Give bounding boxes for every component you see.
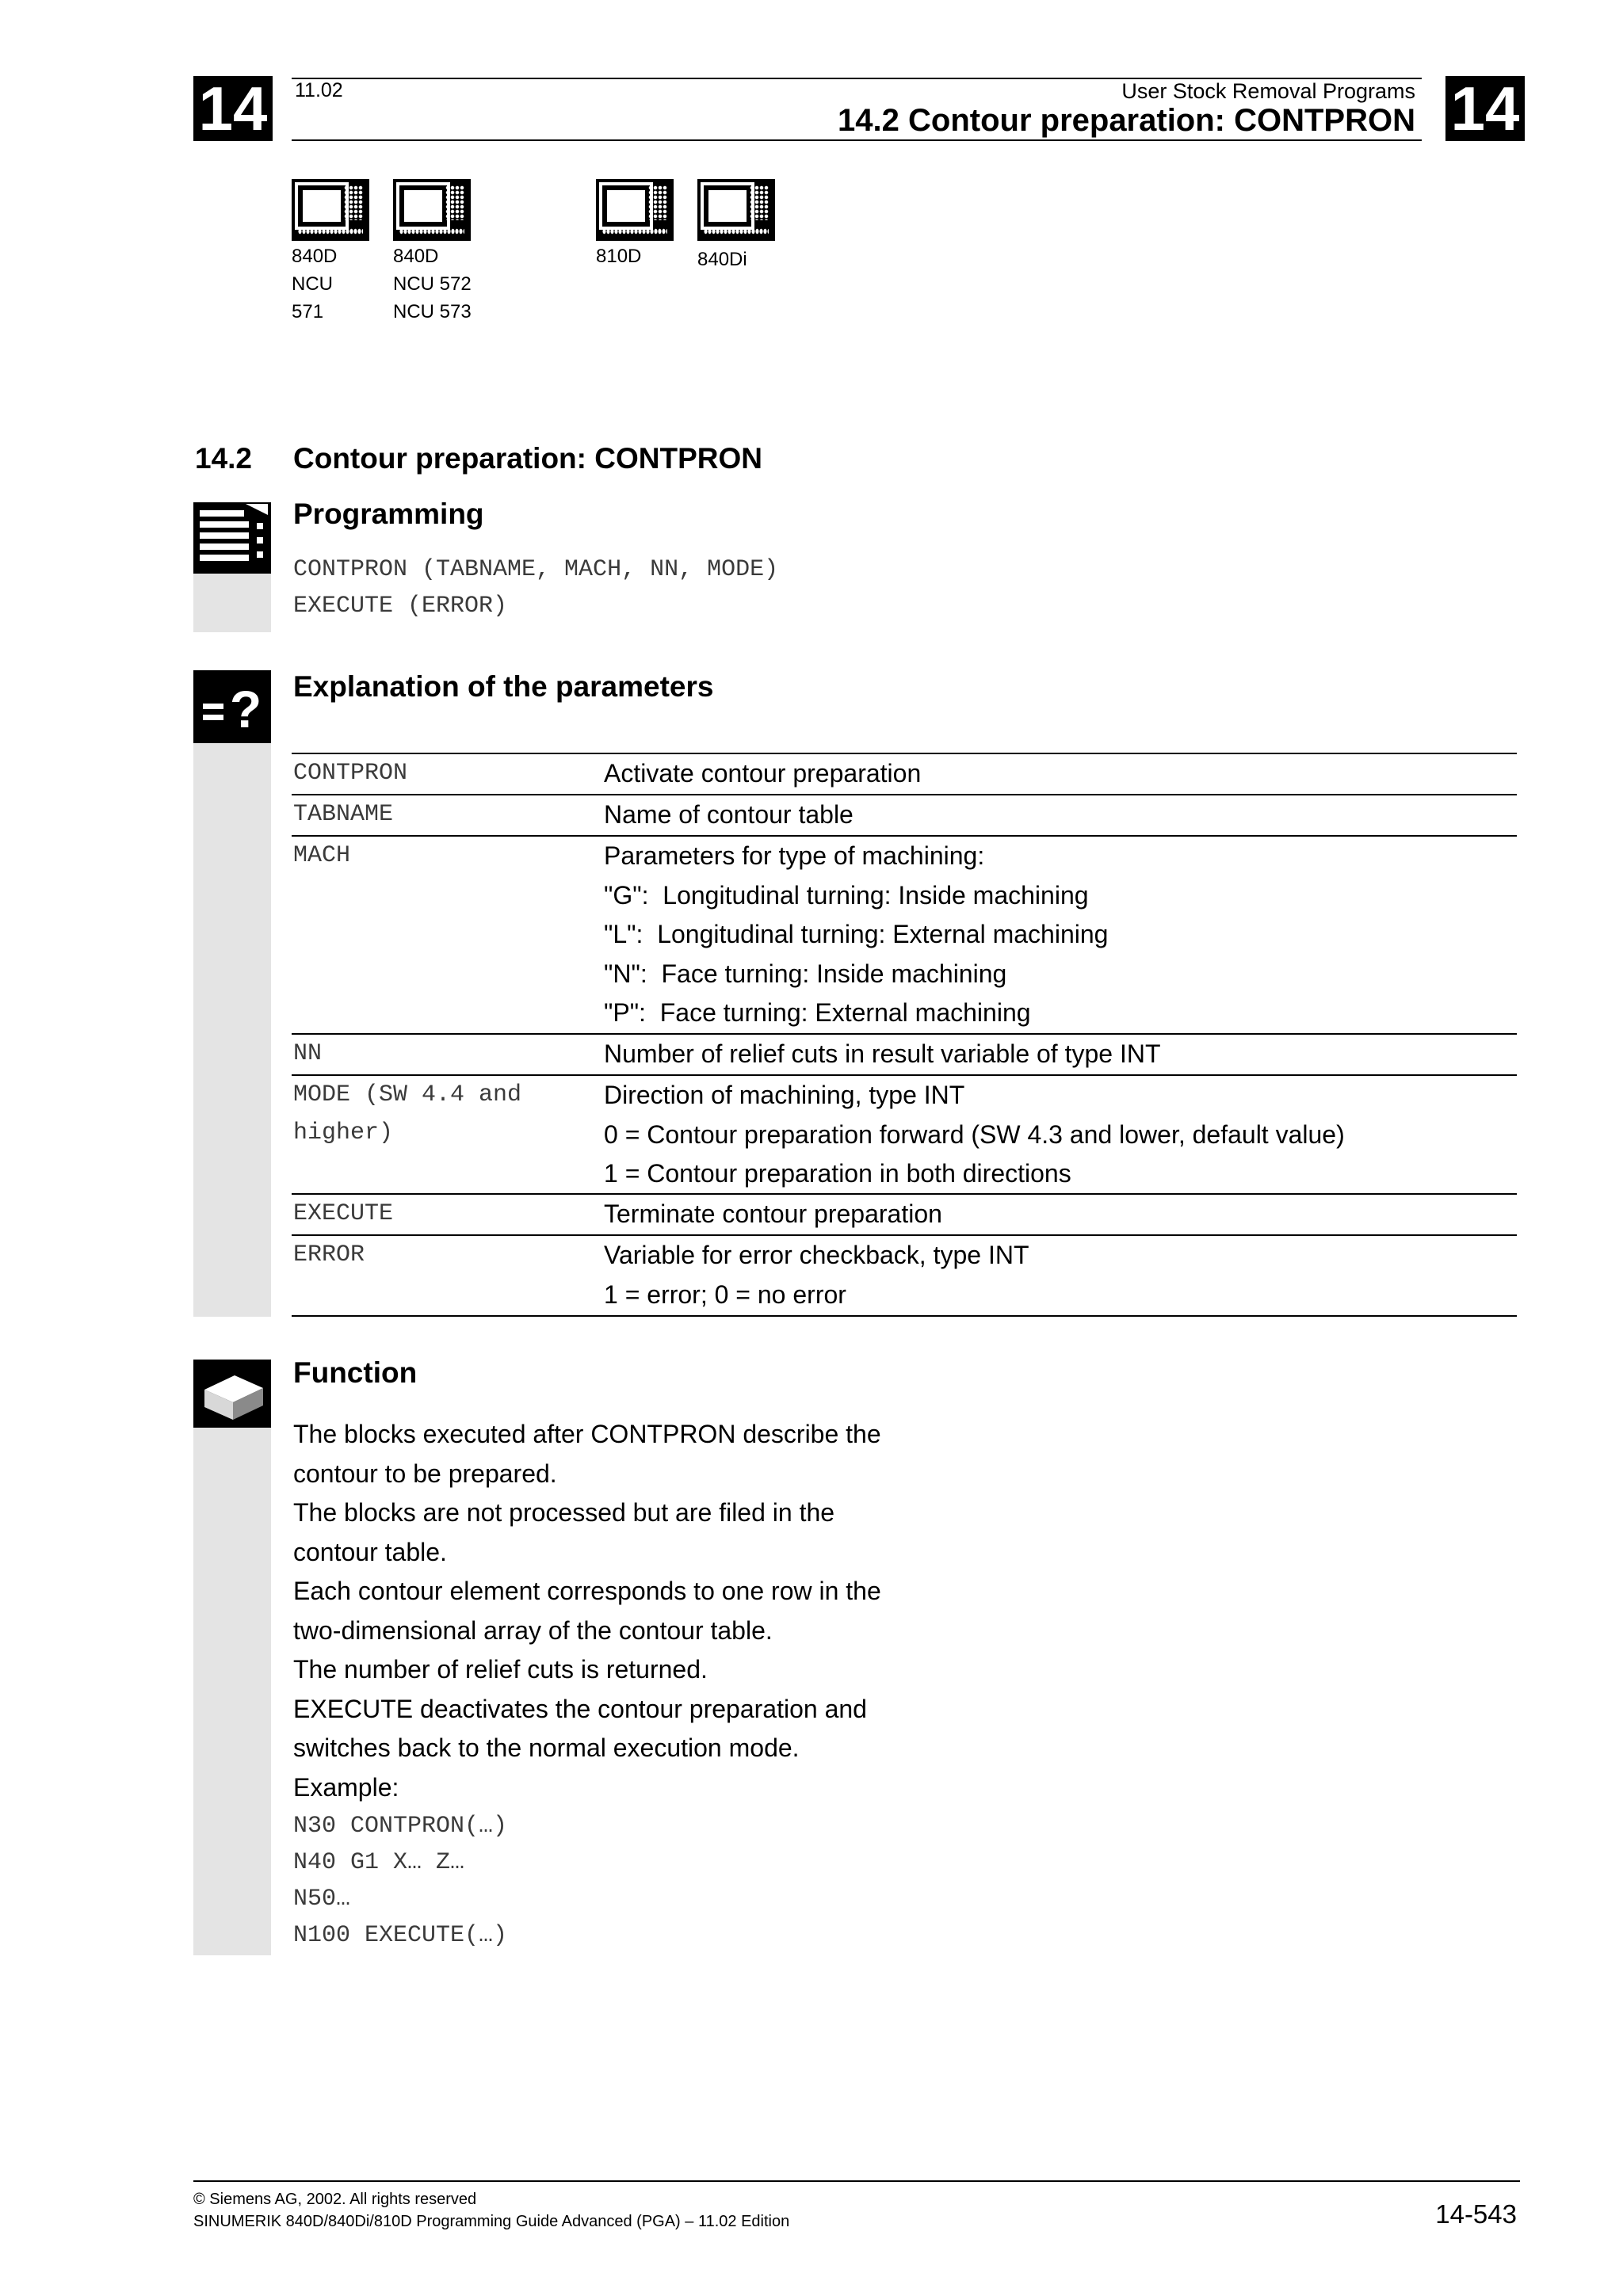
param-name: MACH bbox=[293, 842, 351, 869]
section-title: Contour preparation: CONTPRON bbox=[293, 442, 762, 475]
param-desc-line: "G": Longitudinal turning: Inside machining bbox=[604, 880, 1089, 910]
control-variant-1 bbox=[393, 179, 472, 322]
footer-text bbox=[193, 2188, 789, 2233]
text-line: The number of relief cuts is returned. bbox=[293, 1655, 708, 1684]
svg-text:?: ? bbox=[229, 680, 262, 738]
function-sidebar bbox=[193, 1360, 271, 1955]
param-desc-line: 1 = error; 0 = no error bbox=[604, 1280, 846, 1309]
table-row bbox=[292, 1234, 1517, 1317]
header-page-title: 14.2 Contour preparation: CONTPRON bbox=[838, 103, 1415, 138]
control-label-line: 840Di bbox=[697, 249, 747, 270]
table-row bbox=[292, 1193, 1517, 1234]
programming-heading: Programming bbox=[293, 498, 484, 530]
footer-page-number: 14-543 bbox=[1435, 2199, 1517, 2229]
header-bottom-rule bbox=[292, 139, 1422, 141]
param-desc-line: "N": Face turning: Inside machining bbox=[604, 959, 1007, 988]
text-line: contour to be prepared. bbox=[293, 1459, 557, 1488]
function-example-code bbox=[293, 1808, 507, 1954]
param-name: EXECUTE bbox=[293, 1200, 394, 1227]
param-desc-line: Variable for error checkback, type INT bbox=[604, 1241, 1029, 1269]
control-label-line: NCU 571 bbox=[292, 273, 333, 322]
param-name: ERROR bbox=[293, 1241, 365, 1268]
control-panel-icon bbox=[292, 179, 369, 241]
code-line: CONTPRON (TABNAME, MACH, NN, MODE) bbox=[293, 556, 779, 583]
control-label-line: NCU 573 bbox=[393, 301, 472, 322]
function-text bbox=[293, 1415, 881, 1807]
programming-code bbox=[293, 551, 778, 624]
text-line: EXECUTE deactivates the contour preparation and bbox=[293, 1694, 867, 1723]
chapter-number-left: 14 bbox=[193, 76, 273, 141]
programming-list-icon bbox=[193, 502, 271, 574]
code-line: N30 CONTPRON(…) bbox=[293, 1813, 508, 1840]
cube-function-icon bbox=[193, 1360, 271, 1428]
param-desc-line: "P": Face turning: External machining bbox=[604, 998, 1031, 1027]
param-desc-line: "L": Longitudinal turning: External machining bbox=[604, 920, 1109, 948]
text-line: Each contour element corresponds to one row in the bbox=[293, 1577, 881, 1605]
table-row bbox=[292, 794, 1517, 835]
control-label-line: 840D bbox=[292, 246, 338, 267]
code-line: EXECUTE (ERROR) bbox=[293, 593, 508, 620]
explanation-sidebar bbox=[193, 670, 271, 1317]
footer-manual-title: SINUMERIK 840D/840Di/810D Programming Guide Advanced (PGA) – 11.02 Edition bbox=[193, 2213, 790, 2230]
text-line: The blocks are not processed but are filed in the bbox=[293, 1498, 835, 1527]
footer-copyright: © Siemens AG, 2002. All rights reserved bbox=[193, 2191, 477, 2208]
control-label-line: 840D bbox=[393, 246, 439, 267]
question-parameter-icon bbox=[193, 670, 271, 743]
param-desc-line: Number of relief cuts in result variable of type INT bbox=[604, 1039, 1161, 1068]
code-line: N40 G1 X… Z… bbox=[293, 1849, 465, 1876]
control-variant-3 bbox=[697, 179, 775, 270]
text-line: contour table. bbox=[293, 1537, 447, 1566]
control-panel-icon bbox=[596, 179, 674, 241]
param-desc-line: Terminate contour preparation bbox=[604, 1199, 942, 1228]
param-name: NN bbox=[293, 1040, 323, 1067]
control-label-line: 810D bbox=[596, 246, 642, 267]
header-date: 11.02 bbox=[295, 79, 343, 101]
control-variant-0 bbox=[292, 179, 369, 322]
text-line: Example: bbox=[293, 1772, 399, 1802]
table-row bbox=[292, 753, 1517, 794]
table-row bbox=[292, 1074, 1517, 1195]
param-desc-line: Name of contour table bbox=[604, 800, 854, 829]
text-line: switches back to the normal execution mode. bbox=[293, 1733, 800, 1762]
param-desc-line: 1 = Contour preparation in both directions bbox=[604, 1159, 1071, 1188]
text-line: The blocks executed after CONTPRON describe the bbox=[293, 1420, 881, 1448]
section-number: 14.2 bbox=[195, 442, 253, 475]
code-line: N100 EXECUTE(…) bbox=[293, 1922, 508, 1949]
param-name: TABNAME bbox=[293, 801, 394, 828]
param-desc-line: 0 = Contour preparation forward (SW 4.3 and lower, default value) bbox=[604, 1119, 1345, 1149]
param-desc-line: Parameters for type of machining: bbox=[604, 841, 985, 870]
control-label-line: NCU 572 bbox=[393, 273, 472, 295]
function-heading: Function bbox=[293, 1356, 418, 1389]
footer-rule bbox=[193, 2180, 1520, 2182]
param-desc-line: Direction of machining, type INT bbox=[604, 1081, 965, 1109]
table-row bbox=[292, 835, 1517, 1035]
control-panel-icon bbox=[393, 179, 471, 241]
control-panel-icon bbox=[697, 179, 775, 241]
text-line: two-dimensional array of the contour table. bbox=[293, 1615, 773, 1645]
table-row bbox=[292, 1033, 1517, 1074]
control-variant-2 bbox=[596, 179, 674, 267]
chapter-number-right: 14 bbox=[1445, 76, 1525, 141]
param-name: higher) bbox=[293, 1119, 394, 1146]
header-section-title: User Stock Removal Programs bbox=[1121, 79, 1415, 103]
param-desc-line: Activate contour preparation bbox=[604, 759, 922, 788]
explanation-heading: Explanation of the parameters bbox=[293, 670, 714, 703]
param-name: MODE (SW 4.4 and bbox=[293, 1081, 522, 1108]
code-line: N50… bbox=[293, 1886, 351, 1913]
param-name: CONTPRON bbox=[293, 760, 408, 787]
